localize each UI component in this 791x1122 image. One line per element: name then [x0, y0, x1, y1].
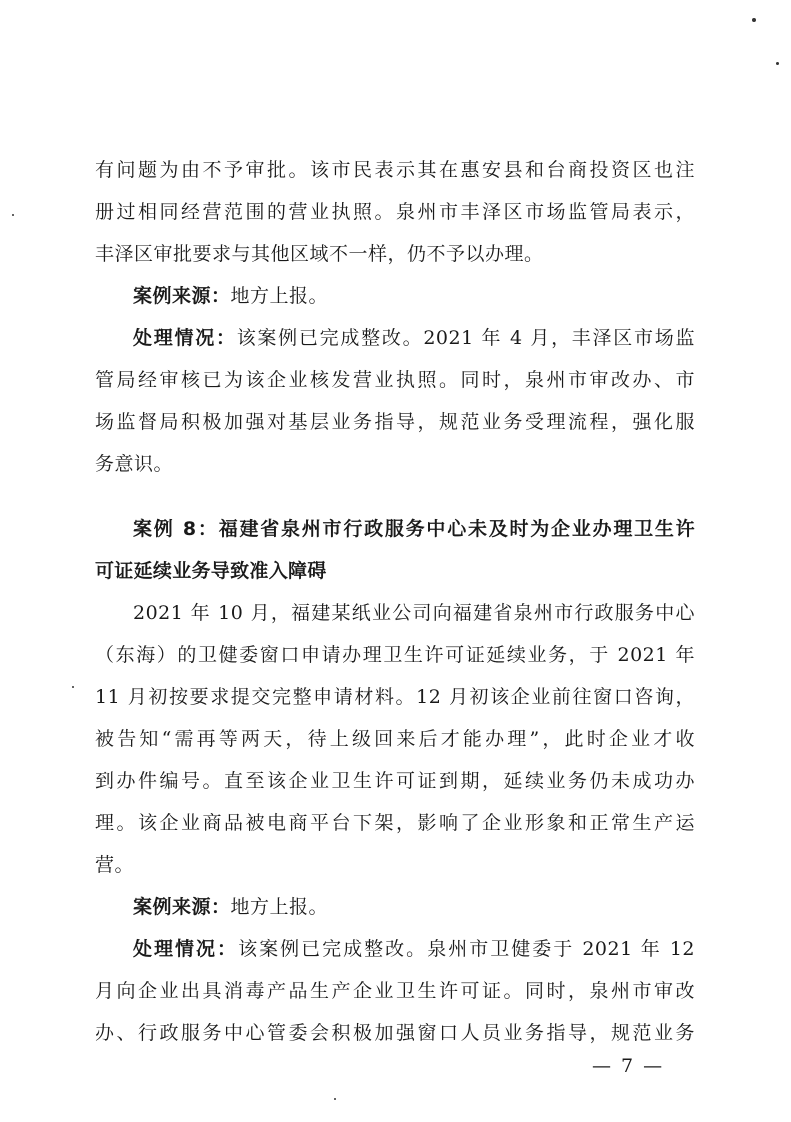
handling-status: [133, 935, 695, 963]
scan-speck: [776, 62, 779, 65]
paragraph-line: 册过相同经营范围的营业执照。泉州市丰泽区市场监管局表示，: [95, 201, 695, 223]
paragraph-line: 办、行政服务中心管委会积极加强窗口人员业务指导，规范业务: [95, 1022, 695, 1044]
paragraph-line: 场监督局积极加强对基层业务指导，规范业务受理流程，强化服: [95, 411, 695, 433]
paragraph-line: （东海）的卫健委窗口申请办理卫生许可证延续业务，于 2021 年: [95, 644, 695, 666]
scan-speck: [72, 686, 74, 688]
scan-speck: [752, 18, 756, 22]
paragraph-line: 丰泽区审批要求与其他区域不一样，仍不予以办理。: [95, 243, 544, 265]
paragraph-line: 被告知“需再等两天，待上级回来后才能办理”，此时企业才收: [95, 728, 695, 750]
scan-speck: [12, 214, 14, 216]
paragraph-line: 理。该企业商品被电商平台下架，影响了企业形象和正常生产运: [95, 812, 695, 834]
paragraph-line: 月向企业出具消毒产品生产企业卫生许可证。同时，泉州市审改: [95, 980, 695, 1002]
handling-status: [133, 324, 695, 352]
case-source: [133, 893, 695, 921]
handling-status-label: 处理情况：: [133, 938, 239, 960]
paragraph-line: 2021 年 10 月，福建某纸业公司向福建省泉州市行政服务中心: [133, 602, 695, 624]
paragraph-line: 务意识。: [95, 453, 174, 475]
handling-status-text: 该案例已完成整改。2021 年 4 月，丰泽区市场监: [236, 327, 695, 349]
case-title: 可证延续业务导致准入障碍: [95, 560, 327, 582]
paragraph-line: 到办件编号。直至该企业卫生许可证到期，延续业务仍未成功办: [95, 770, 695, 792]
case-source-label: 案例来源：: [133, 896, 231, 918]
paragraph-line: 11 月初按要求提交完整申请材料。12 月初该企业前往窗口咨询，: [95, 686, 695, 708]
case-source-text: 地方上报。: [230, 896, 329, 918]
paragraph-line: 营。: [95, 854, 135, 876]
case-source: [133, 282, 695, 310]
paragraph-line: 有问题为由不予审批。该市民表示其在惠安县和台商投资区也注: [95, 159, 695, 181]
handling-status-label: 处理情况：: [133, 327, 237, 349]
paragraph-line: 管局经审核已为该企业核发营业执照。同时，泉州市审改办、市: [95, 369, 695, 391]
scan-speck: [334, 1098, 336, 1100]
case-source-text: 地方上报。: [230, 285, 329, 307]
case-source-label: 案例来源：: [133, 285, 231, 307]
handling-status-text: 该案例已完成整改。泉州市卫健委于 2021 年 12: [238, 938, 695, 960]
page-number: — 7 —: [592, 1055, 665, 1077]
case-title: 案例 8：福建省泉州市行政服务中心未及时为企业办理卫生许: [133, 518, 695, 540]
